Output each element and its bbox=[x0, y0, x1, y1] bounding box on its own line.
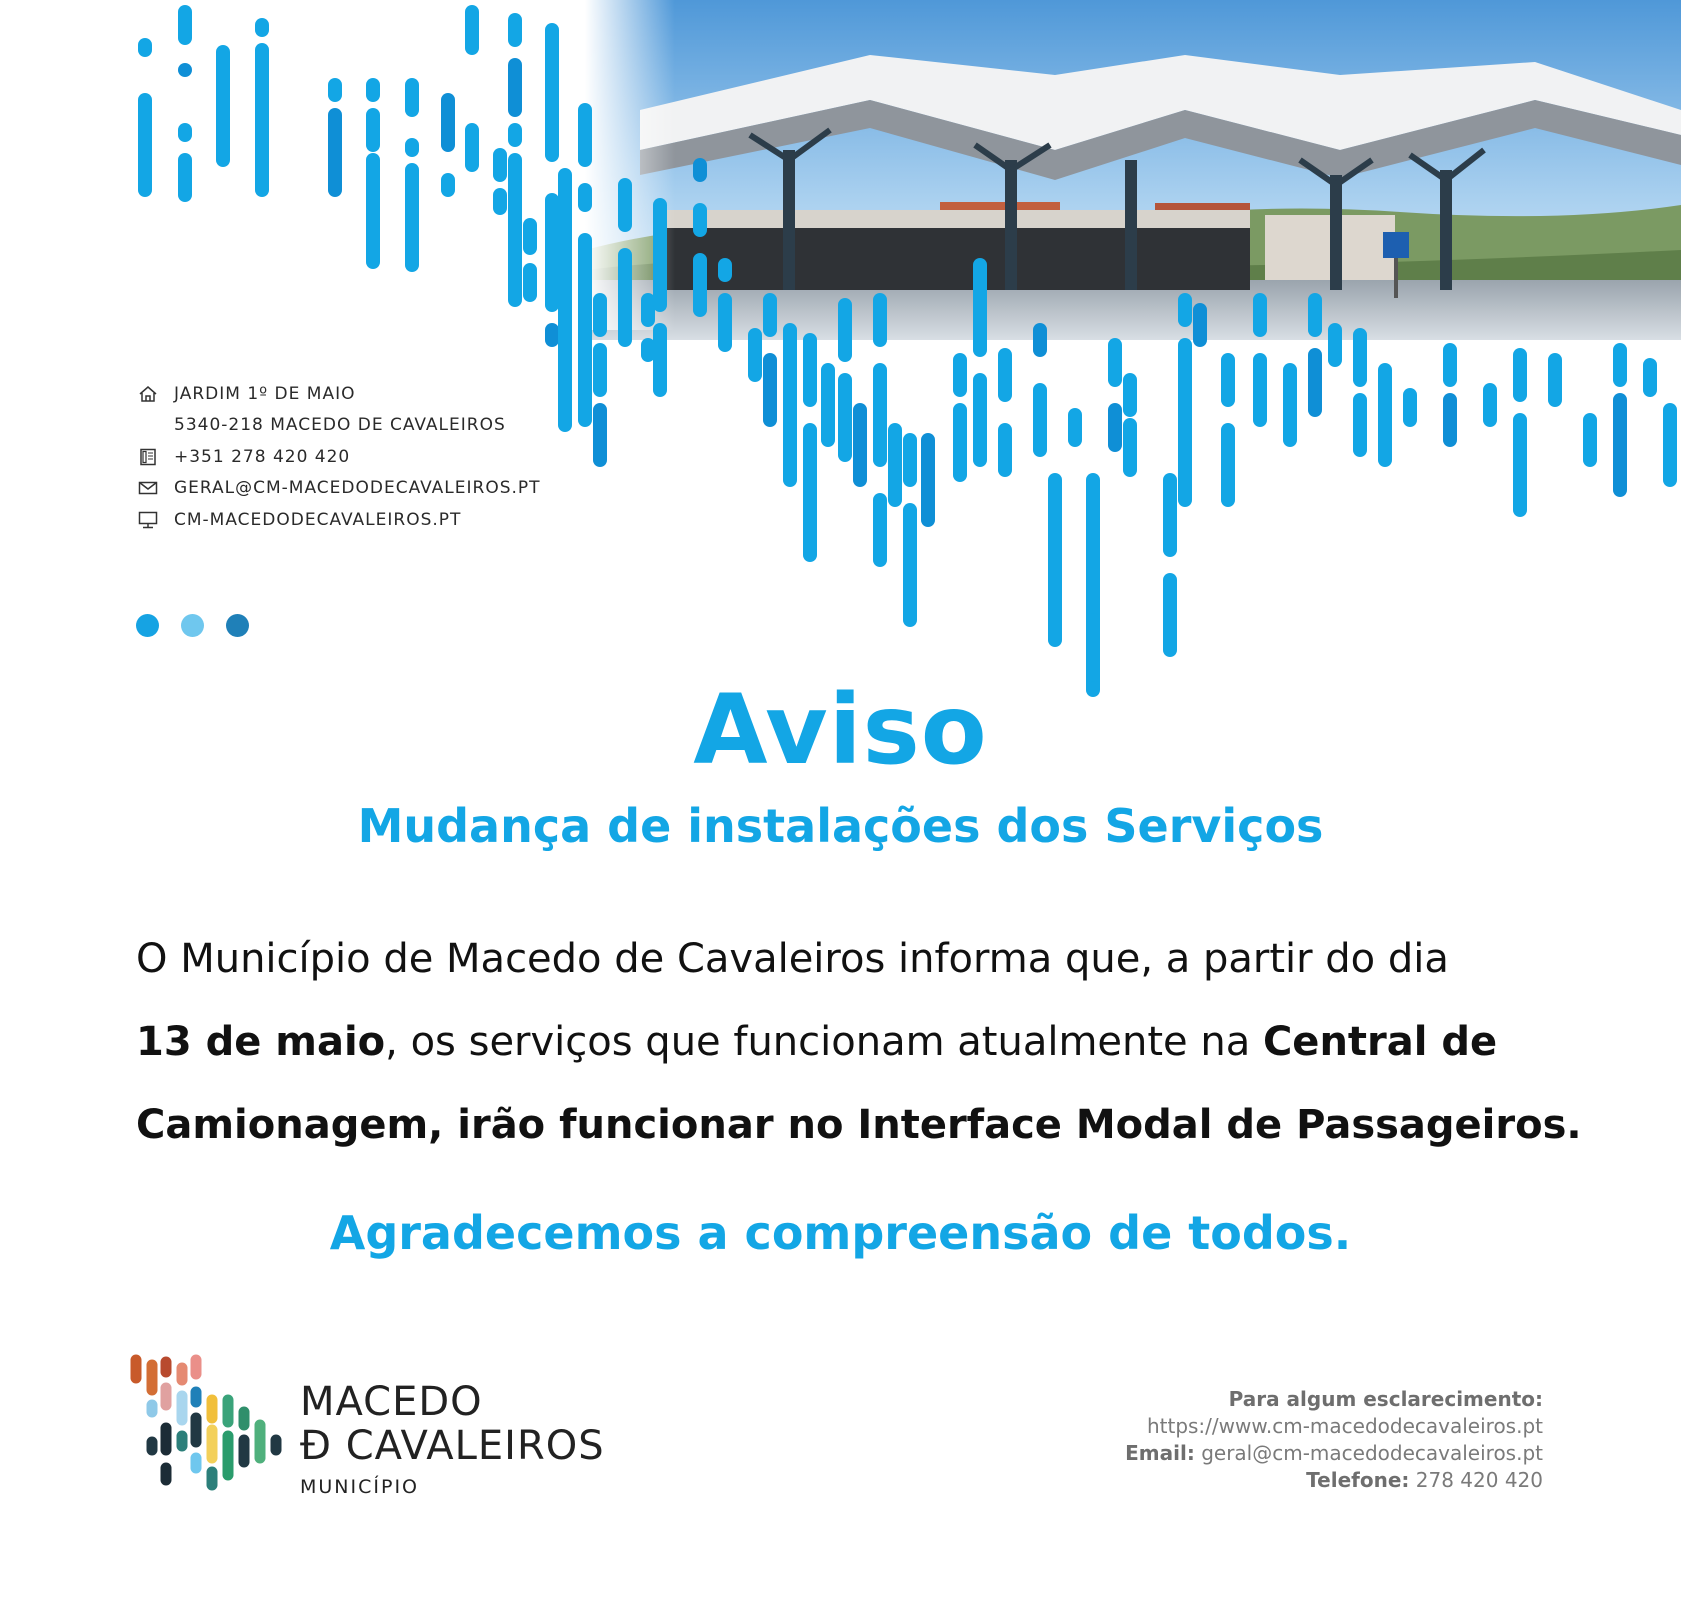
footer-heading: Para algum esclarecimento: bbox=[1228, 1387, 1543, 1411]
footer-phone-row bbox=[1125, 1467, 1543, 1494]
body-line-2-text: , os serviços que funcionam atualmente na bbox=[385, 1019, 1263, 1065]
footer-email-row bbox=[1125, 1440, 1543, 1467]
footer-url[interactable]: https://www.cm-macedodecavaleiros.pt bbox=[1146, 1414, 1543, 1438]
address-line2: 5340-218 MACEDO DE CAVALEIROS bbox=[174, 415, 506, 436]
notice-body bbox=[136, 918, 1582, 1167]
logo-line-2: Ð CAVALEIROS bbox=[300, 1423, 605, 1469]
phone-number[interactable]: +351 278 420 420 bbox=[174, 446, 351, 467]
body-line-2 bbox=[136, 1001, 1556, 1084]
building-photo bbox=[585, 0, 1681, 340]
logo-line-3: MUNICÍPIO bbox=[300, 1476, 420, 1498]
footer-info bbox=[1125, 1386, 1543, 1494]
address-row-2 bbox=[136, 410, 541, 442]
footer-email[interactable]: geral@cm-macedodecavaleiros.pt bbox=[1201, 1441, 1543, 1465]
website-row bbox=[136, 504, 541, 536]
body-line-1: O Município de Macedo de Cavaleiros informa que, a partir do dia bbox=[136, 936, 1449, 982]
thanks-message: Agradecemos a compreensão de todos. bbox=[329, 1206, 1352, 1260]
municipality-logo-icon bbox=[128, 1350, 288, 1500]
phone-icon bbox=[136, 447, 160, 467]
dot-2 bbox=[181, 614, 204, 637]
address-row bbox=[136, 378, 541, 410]
footer-phone-label: Telefone: bbox=[1306, 1468, 1410, 1492]
home-icon bbox=[136, 384, 160, 404]
header-graphic bbox=[0, 0, 1681, 700]
body-line-3 bbox=[136, 1084, 1582, 1167]
address-line1: JARDIM 1º DE MAIO bbox=[174, 383, 356, 404]
email-row bbox=[136, 473, 541, 505]
interface-highlight: Camionagem, irão funcionar no Interface Modal de Passageiros. bbox=[136, 1102, 1582, 1148]
notice-subtitle: Mudança de instalações dos Serviços bbox=[357, 799, 1324, 853]
website-address[interactable]: CM-MACEDODECAVALEIROS.PT bbox=[174, 509, 462, 530]
decorative-dots bbox=[136, 614, 249, 637]
footer-email-label: Email: bbox=[1125, 1441, 1195, 1465]
logo-line-1: MACEDO bbox=[300, 1379, 483, 1425]
central-highlight: Central de bbox=[1262, 1019, 1498, 1065]
phone-row bbox=[136, 441, 541, 473]
footer-phone[interactable]: 278 420 420 bbox=[1415, 1468, 1543, 1492]
dot-3 bbox=[226, 614, 249, 637]
dot-1 bbox=[136, 614, 159, 637]
date-highlight: 13 de maio bbox=[136, 1019, 386, 1065]
municipality-logo-text bbox=[300, 1380, 605, 1502]
monitor-icon bbox=[136, 510, 160, 530]
mail-icon bbox=[136, 478, 160, 498]
email-address[interactable]: GERAL@CM-MACEDODECAVALEIROS.PT bbox=[174, 478, 541, 499]
contact-block bbox=[136, 378, 541, 536]
notice-title: Aviso bbox=[693, 674, 988, 786]
